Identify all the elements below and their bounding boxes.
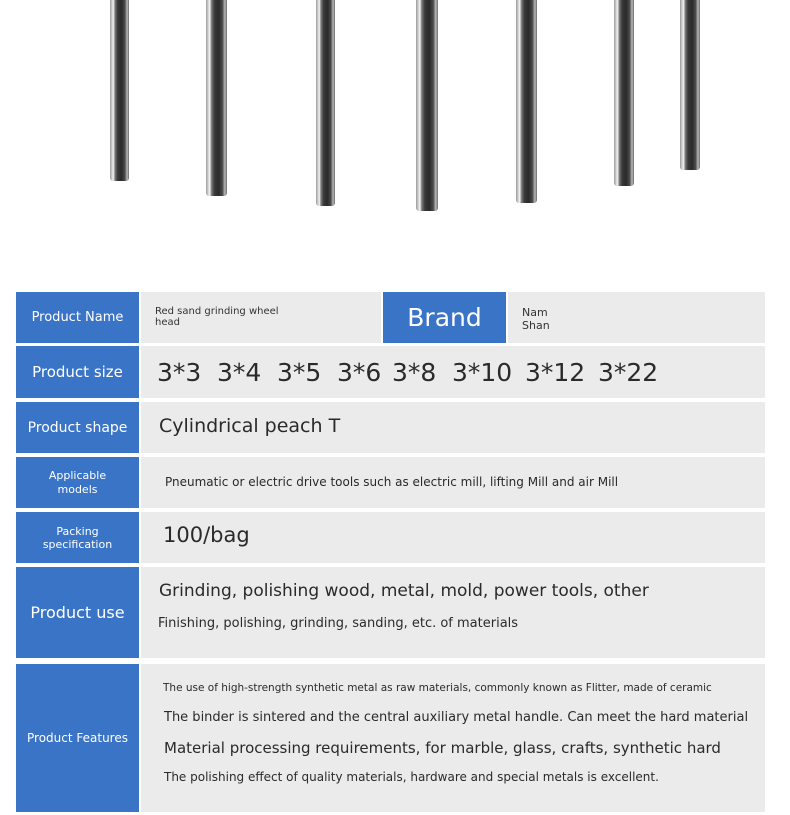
size-item: 3*12 (525, 358, 586, 387)
product-size-cell (139, 346, 765, 398)
size-item: 3*6 (337, 358, 382, 387)
feature-line: The polishing effect of quality materials, hardware and special metals is excellent. (164, 770, 659, 784)
size-item: 3*22 (598, 358, 659, 387)
shank-3 (316, 0, 335, 206)
product-photo (0, 0, 790, 285)
label-packing: Packing specification (16, 512, 139, 563)
product-use-cell (139, 567, 765, 658)
size-item: 3*3 (157, 358, 202, 387)
row-product-shape (16, 402, 765, 453)
feature-line: Material processing requirements, for marble, glass, crafts, synthetic hard (164, 739, 721, 757)
size-item: 3*4 (217, 358, 262, 387)
packing-cell (139, 512, 765, 563)
product-name-cell (141, 292, 381, 343)
label-product-shape: Product shape (16, 402, 139, 453)
product-shape-cell (139, 402, 765, 453)
size-item: 3*10 (452, 358, 513, 387)
label-brand: Brand (383, 292, 506, 343)
shank-2 (206, 0, 227, 196)
row-applicable-models (16, 457, 765, 508)
product-use-line-2: Finishing, polishing, grinding, sanding, etc. of materials (158, 616, 519, 631)
brand-cell (506, 292, 765, 343)
row-packing (16, 512, 765, 563)
row-product-features (16, 664, 765, 812)
row-product-use (16, 567, 765, 658)
label-applicable-models: Applicable models (16, 457, 139, 508)
feature-line: The use of high-strength synthetic metal as raw materials, commonly known as Flitter, made of ceramic (163, 682, 712, 694)
label-product-features: Product Features (16, 664, 139, 812)
product-shape-value: Cylindrical peach T (159, 415, 341, 437)
label-product-size: Product size (16, 346, 139, 398)
label-product-name: Product Name (16, 292, 139, 343)
label-product-use: Product use (16, 567, 139, 658)
shank-4 (416, 0, 438, 211)
product-features-cell (139, 664, 765, 812)
shank-1 (110, 0, 129, 181)
size-item: 3*5 (277, 358, 322, 387)
product-name-value: Red sand grinding wheel head (155, 306, 279, 328)
applicable-models-cell (139, 457, 765, 508)
shank-7 (680, 0, 700, 170)
row-product-size (16, 346, 765, 398)
shank-5 (516, 0, 537, 203)
product-use-line-1: Grinding, polishing wood, metal, mold, power tools, other (159, 581, 649, 601)
row-product-name (16, 292, 765, 343)
brand-value: Nam Shan (522, 306, 550, 332)
size-item: 3*8 (392, 358, 437, 387)
applicable-models-value: Pneumatic or electric drive tools such as electric mill, lifting Mill and air Mill (165, 475, 619, 489)
shank-6 (614, 0, 634, 186)
value-area (139, 292, 765, 343)
feature-line: The binder is sintered and the central auxiliary metal handle. Can meet the hard material (164, 710, 749, 725)
packing-value: 100/bag (163, 523, 250, 547)
